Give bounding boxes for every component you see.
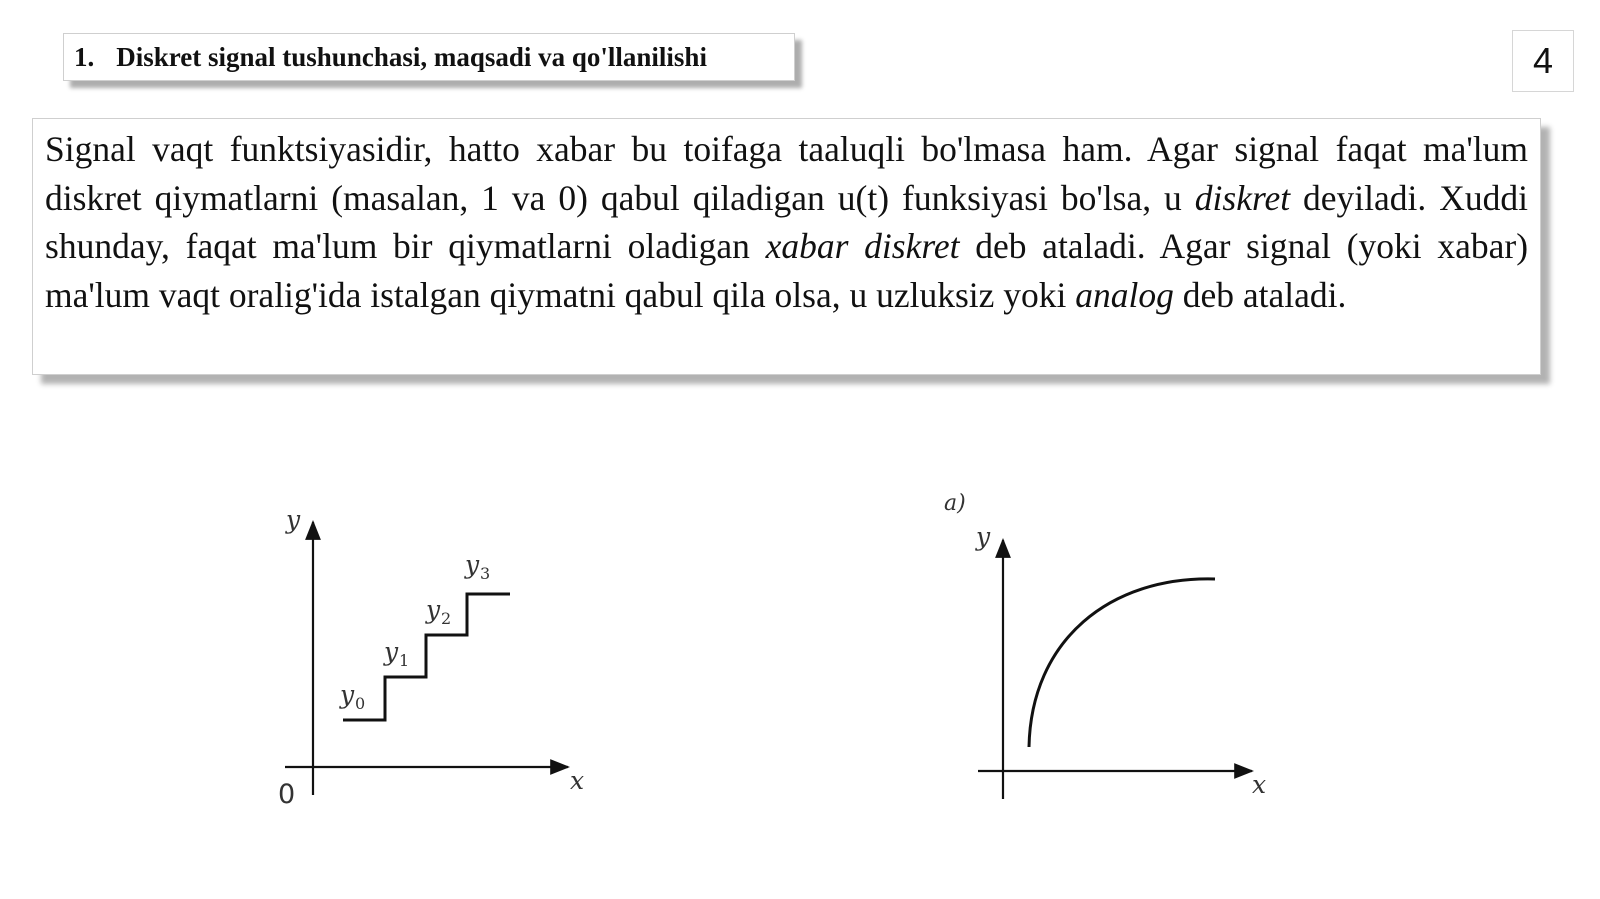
discrete-y-axis-label: y — [286, 505, 301, 534]
discrete-signal-diagram — [278, 505, 584, 810]
paragraph-emphasis-analog: analog — [1075, 274, 1174, 315]
svg-text:1: 1 — [399, 651, 410, 670]
analog-panel-label: a) — [944, 491, 966, 516]
analog-x-axis-label: x — [1252, 770, 1267, 799]
page-number: 4 — [1512, 30, 1574, 92]
paragraph-part-3: deb ataladi. Agar signal (yoki xabar) ma'lum vaqt oralig'ida istalgan qiymatni qabul qila olsa, u uzluksiz yoki — [45, 226, 1529, 315]
title-text: Diskret signal tushunchasi, maqsadi va qo'llanilishi — [116, 41, 707, 72]
paragraph-emphasis-xabar-diskret: xabar diskret — [765, 226, 960, 266]
paragraph-part-2: deyiladi. Xuddi shunday, faqat ma'lum bir qiymatlarni oladigan — [45, 177, 1528, 266]
svg-text:2: 2 — [441, 609, 452, 628]
title-number: 1. — [74, 41, 95, 72]
level-label-y2 — [425, 595, 451, 628]
discrete-origin-label: 0 — [278, 779, 296, 810]
svg-text:y: y — [426, 595, 441, 624]
svg-text:0: 0 — [355, 694, 366, 713]
level-label-y0 — [339, 680, 365, 713]
level-label-y3 — [464, 550, 490, 583]
paragraph-part-4: deb ataladi. — [1173, 274, 1347, 315]
paragraph-part-1: Signal vaqt funktsiyasidir, hatto xabar bu toifaga taaluqli bo'lmasa ham. Agar signal faqat ma'lum diskret qiymatlarni (masalan, 1 va 0) qabul qiladigan u(t) funksiyasi bo'lsa, u — [45, 129, 1528, 218]
paragraph-emphasis-diskret: diskret — [1194, 177, 1291, 218]
svg-text:y: y — [384, 637, 399, 666]
discrete-x-axis-label: x — [570, 766, 585, 795]
svg-text:3: 3 — [480, 564, 491, 583]
analog-signal-diagram — [944, 491, 1266, 799]
analog-curve — [1029, 579, 1215, 747]
svg-text:y: y — [340, 680, 355, 709]
level-label-y1 — [383, 637, 409, 670]
analog-y-axis-label: y — [976, 522, 991, 551]
svg-text:y: y — [465, 550, 480, 579]
